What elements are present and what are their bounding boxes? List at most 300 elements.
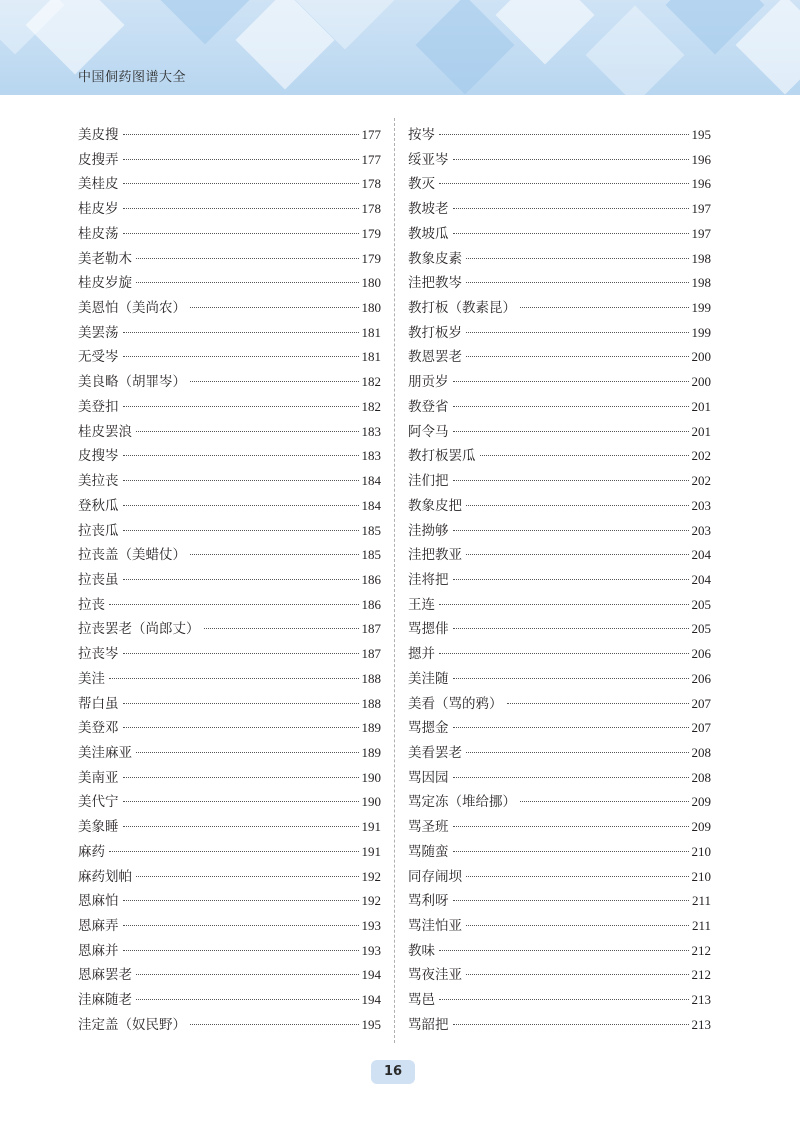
toc-leader-dots [466, 925, 689, 926]
toc-entry-page: 179 [361, 225, 381, 241]
toc-entry-name: 教坡老 [408, 201, 449, 218]
toc-leader-dots [439, 604, 689, 605]
toc-leader-dots [136, 431, 359, 432]
toc-leader-dots [439, 950, 689, 951]
toc-leader-dots [453, 579, 689, 580]
toc-entry-name: 王连 [408, 596, 435, 613]
toc-entry [408, 494, 711, 519]
toc-entry [408, 543, 711, 568]
toc-entry [408, 148, 711, 173]
toc-entry-page: 182 [361, 398, 381, 414]
toc-leader-dots [190, 1024, 359, 1025]
toc-entry-page: 179 [361, 250, 381, 266]
toc-entry [408, 420, 711, 445]
toc-entry-page: 188 [361, 695, 381, 711]
toc-entry-name: 拉丧岑 [78, 646, 119, 663]
toc-leader-dots [136, 974, 359, 975]
toc-entry [408, 271, 711, 296]
toc-entry [408, 963, 711, 988]
toc-leader-dots [520, 307, 689, 308]
toc-entry [408, 370, 711, 395]
toc-entry-name: 骂夜洼亚 [408, 967, 462, 984]
toc-entry-name: 美看罢老 [408, 744, 462, 761]
toc-entry-name: 恩麻罢老 [78, 967, 132, 984]
toc-entry-name: 美象睡 [78, 819, 119, 836]
toc-entry-page: 188 [361, 670, 381, 686]
toc-entry-name: 同存闹坝 [408, 868, 462, 885]
page-number: 16 [371, 1060, 415, 1084]
toc-leader-dots [453, 851, 689, 852]
toc-entry-name: 骂韶把 [408, 1016, 449, 1033]
toc-entry-page: 204 [691, 571, 711, 587]
toc-entry-name: 教打板岁 [408, 324, 462, 341]
toc-entry-name: 美洼随 [408, 670, 449, 687]
toc-entry-page: 186 [361, 596, 381, 612]
toc-entry-name: 骂洼怕亚 [408, 918, 462, 934]
toc-entry [408, 716, 711, 741]
toc-entry-name: 桂皮罢浪 [78, 423, 132, 440]
toc-entry [78, 469, 381, 494]
toc-entry-name: 洼们把 [408, 473, 449, 490]
toc-leader-dots [453, 480, 689, 481]
toc-entry-name: 教恩罢老 [408, 349, 462, 366]
toc-leader-dots [123, 703, 359, 704]
toc-entry [408, 815, 711, 840]
toc-entry [78, 296, 381, 321]
toc-entry [78, 988, 381, 1013]
toc-entry [408, 667, 711, 692]
toc-entry-page: 185 [361, 522, 381, 538]
toc-entry-page: 209 [691, 794, 711, 810]
toc-entry [408, 766, 711, 791]
toc-leader-dots [453, 900, 689, 901]
toc-entry-name: 麻药 [78, 843, 105, 860]
toc-leader-dots [466, 974, 689, 975]
toc-entry-name: 骂利呀 [408, 893, 449, 910]
toc-entry-name: 洼拗够 [408, 522, 449, 539]
toc-leader-dots [123, 900, 359, 901]
toc-entry [408, 321, 711, 346]
toc-entry-page: 208 [691, 769, 711, 785]
toc-leader-dots [453, 431, 689, 432]
toc-leader-dots [123, 505, 359, 506]
toc-entry-name: 教坡瓜 [408, 225, 449, 242]
toc-leader-dots [439, 183, 689, 184]
toc-leader-dots [507, 703, 689, 704]
toc-entry-page: 199 [691, 324, 711, 340]
toc-leader-dots [190, 307, 359, 308]
toc-leader-dots [453, 628, 689, 629]
toc-entry-name: 美拉丧 [78, 473, 119, 490]
toc-entry [408, 123, 711, 148]
toc-entry-name: 登秋瓜 [78, 497, 119, 514]
toc-entry-name: 美登扣 [78, 398, 119, 415]
toc-entry [408, 444, 711, 469]
toc-entry-name: 桂皮岁旋 [78, 275, 132, 292]
toc-entry-page: 182 [361, 374, 381, 390]
toc-leader-dots [136, 752, 359, 753]
toc-entry [408, 840, 711, 865]
toc-leader-dots [453, 777, 689, 778]
toc-entry-page: 207 [691, 695, 711, 711]
toc-entry [78, 889, 381, 914]
toc-entry-page: 194 [361, 992, 381, 1008]
toc-entry [408, 865, 711, 890]
toc-leader-dots [190, 554, 359, 555]
toc-entry-name: 骂摁金 [408, 720, 449, 737]
toc-entry-page: 191 [361, 843, 381, 859]
toc-entry-name: 骂因园 [408, 769, 449, 786]
toc-entry [408, 395, 711, 420]
toc-leader-dots [123, 134, 359, 135]
toc-entry-page: 177 [361, 127, 381, 142]
toc-entry-name: 美代宁 [78, 794, 119, 811]
toc-entry-page: 212 [691, 967, 711, 983]
toc-entry-name: 骂摁俳 [408, 621, 449, 638]
toc-entry-page: 200 [691, 349, 711, 365]
toc-leader-dots [123, 356, 359, 357]
toc-entry-page: 198 [691, 250, 711, 266]
toc-entry-page: 193 [361, 942, 381, 958]
toc-leader-dots [123, 777, 359, 778]
toc-entry-name: 桂皮岁 [78, 201, 119, 218]
toc-entry [408, 519, 711, 544]
toc-leader-dots [520, 801, 689, 802]
toc-leader-dots [123, 925, 359, 926]
toc-leader-dots [453, 530, 689, 531]
toc-entry-page: 189 [361, 720, 381, 736]
toc-entry [78, 1013, 381, 1038]
toc-entry-name: 洼将把 [408, 571, 449, 588]
toc-entry-name: 摁并 [408, 646, 435, 663]
toc-entry-page: 189 [361, 744, 381, 760]
toc-entry-page: 187 [361, 621, 381, 637]
toc-entry-page: 185 [361, 547, 381, 563]
toc-entry-page: 187 [361, 646, 381, 662]
toc-entry [408, 617, 711, 642]
toc-entry [408, 593, 711, 618]
toc-entry [78, 247, 381, 272]
toc-entry-page: 190 [361, 794, 381, 810]
toc-entry [78, 865, 381, 890]
toc-leader-dots [123, 801, 359, 802]
toc-entry-name: 骂邑 [408, 992, 435, 1009]
toc-entry [78, 123, 381, 148]
toc-entry [78, 642, 381, 667]
toc-entry [408, 988, 711, 1013]
toc-leader-dots [123, 159, 359, 160]
toc-leader-dots [466, 258, 689, 259]
toc-leader-dots [466, 554, 689, 555]
toc-entry-name: 皮搜岑 [78, 448, 119, 465]
toc-entry-name: 拉丧罢老（尚郎丈） [78, 621, 200, 638]
toc-leader-dots [123, 233, 359, 234]
toc-entry-page: 199 [691, 300, 711, 316]
toc-entry [408, 741, 711, 766]
toc-entry-page: 177 [361, 151, 381, 167]
toc-entry [78, 568, 381, 593]
toc-entry [408, 197, 711, 222]
toc-entry-name: 无受岑 [78, 349, 119, 366]
toc-entry [78, 914, 381, 939]
toc-entry [78, 790, 381, 815]
toc-entry [78, 840, 381, 865]
toc-leader-dots [123, 183, 359, 184]
toc-entry-page: 206 [691, 670, 711, 686]
toc-entry-name: 骂随蛮 [408, 843, 449, 860]
toc-entry-page: 207 [691, 720, 711, 736]
toc-entry-page: 198 [691, 275, 711, 291]
toc-entry-page: 213 [691, 1016, 711, 1032]
toc-entry [78, 519, 381, 544]
toc-leader-dots [439, 134, 689, 135]
toc-leader-dots [439, 653, 689, 654]
toc-entry-name: 洼把教岑 [408, 275, 462, 292]
toc-leader-dots [453, 826, 689, 827]
toc-entry-name: 美南亚 [78, 769, 119, 786]
toc-entry-page: 206 [691, 646, 711, 662]
toc-entry [78, 815, 381, 840]
toc-leader-dots [453, 381, 689, 382]
column-divider [394, 118, 395, 1043]
toc-entry-name: 朋贡岁 [408, 374, 449, 391]
toc-leader-dots [123, 579, 359, 580]
toc-entry [408, 1013, 711, 1038]
toc-entry [78, 197, 381, 222]
toc-leader-dots [123, 208, 359, 209]
toc-entry-page: 190 [361, 769, 381, 785]
toc-entry-page: 201 [691, 398, 711, 414]
toc-entry-page: 196 [691, 151, 711, 167]
toc-entry-page: 194 [361, 967, 381, 983]
toc-entry [78, 617, 381, 642]
toc-entry-name: 美罢荡 [78, 324, 119, 341]
toc-entry-page: 192 [361, 868, 381, 884]
toc-entry-page: 203 [691, 497, 711, 513]
toc-entry [78, 271, 381, 296]
toc-entry-name: 美桂皮 [78, 176, 119, 193]
toc-entry-page: 200 [691, 374, 711, 390]
toc-leader-dots [453, 208, 689, 209]
toc-entry-name: 美洼 [78, 670, 105, 687]
toc-entry-name: 拉丧虽 [78, 571, 119, 588]
toc-entry [408, 692, 711, 717]
toc-entry-page: 210 [691, 843, 711, 859]
toc-entry-page: 203 [691, 522, 711, 538]
toc-entry-name: 恩麻并 [78, 942, 119, 959]
toc-entry-page: 191 [361, 819, 381, 835]
toc-left-column [78, 123, 381, 1038]
toc-leader-dots [466, 752, 689, 753]
toc-entry [408, 914, 711, 939]
toc-entry [78, 444, 381, 469]
toc-entry [78, 420, 381, 445]
toc-leader-dots [453, 159, 689, 160]
toc-leader-dots [453, 1024, 689, 1025]
toc-entry-name: 拉丧 [78, 596, 105, 613]
header-diamond-decoration [26, 0, 125, 74]
toc-entry-name: 皮搜弄 [78, 151, 119, 168]
toc-entry-page: 204 [691, 547, 711, 563]
toc-entry [78, 766, 381, 791]
toc-entry [408, 247, 711, 272]
toc-entry-name: 恩麻弄 [78, 918, 119, 934]
toc-entry-name: 阿令马 [408, 423, 449, 440]
toc-entry-name: 教象皮把 [408, 497, 462, 514]
toc-entry [408, 568, 711, 593]
toc-entry-page: 211 [691, 893, 711, 909]
toc-leader-dots [136, 876, 359, 877]
toc-entry-name: 教象皮素 [408, 250, 462, 267]
toc-entry-page: 205 [691, 621, 711, 637]
toc-leader-dots [453, 678, 689, 679]
toc-leader-dots [466, 332, 689, 333]
toc-entry [78, 939, 381, 964]
toc-entry [78, 148, 381, 173]
toc-entry-page: 181 [361, 324, 381, 340]
toc-entry [78, 345, 381, 370]
toc-entry-name: 骂圣班 [408, 819, 449, 836]
toc-entry-page: 195 [361, 1016, 381, 1032]
toc-entry-name: 洼定盖（奴民野） [78, 1016, 186, 1033]
toc-leader-dots [453, 406, 689, 407]
toc-leader-dots [136, 282, 359, 283]
toc-entry-name: 美老勒木 [78, 250, 132, 267]
toc-leader-dots [123, 530, 359, 531]
toc-entry-name: 教登省 [408, 398, 449, 415]
toc-entry-name: 拉丧盖（美蜡仗） [78, 547, 186, 564]
toc-entry [408, 172, 711, 197]
toc-entry-name: 绥亚岑 [408, 151, 449, 168]
toc-leader-dots [109, 678, 359, 679]
toc-leader-dots [466, 505, 689, 506]
toc-entry-page: 197 [691, 201, 711, 217]
toc-entry-page: 209 [691, 819, 711, 835]
toc-leader-dots [123, 727, 359, 728]
toc-leader-dots [123, 950, 359, 951]
toc-entry [408, 939, 711, 964]
toc-leader-dots [136, 258, 359, 259]
toc-entry-name: 洼麻随老 [78, 992, 132, 1009]
toc-leader-dots [123, 406, 359, 407]
toc-entry [408, 222, 711, 247]
toc-entry-page: 197 [691, 225, 711, 241]
toc-leader-dots [453, 233, 689, 234]
toc-entry [408, 790, 711, 815]
toc-entry [78, 370, 381, 395]
toc-entry-page: 196 [691, 176, 711, 192]
toc-entry [78, 741, 381, 766]
toc-entry-name: 美皮搜 [78, 127, 119, 143]
toc-entry [408, 889, 711, 914]
toc-entry-name: 教打板罢瓜 [408, 448, 476, 465]
toc-entry-name: 帮白虽 [78, 695, 119, 712]
toc-entry-name: 美良略（胡罪岑） [78, 374, 186, 391]
toc-entry-name: 美洼麻亚 [78, 744, 132, 761]
toc-entry-page: 202 [691, 473, 711, 489]
toc-entry [78, 963, 381, 988]
toc-entry [78, 321, 381, 346]
toc-entry-page: 211 [691, 918, 711, 933]
toc-entry-page: 202 [691, 448, 711, 464]
toc-leader-dots [439, 999, 689, 1000]
toc-entry-name: 麻药划帕 [78, 868, 132, 885]
toc-right-column [408, 123, 711, 1038]
toc-entry-name: 美恩怕（美尚农） [78, 300, 186, 317]
toc-entry [78, 543, 381, 568]
toc-leader-dots [190, 381, 359, 382]
toc-leader-dots [466, 282, 689, 283]
toc-leader-dots [123, 480, 359, 481]
toc-entry-name: 教灭 [408, 176, 435, 193]
toc-entry [408, 345, 711, 370]
toc-entry-page: 183 [361, 423, 381, 439]
toc-entry-page: 184 [361, 497, 381, 513]
toc-entry [78, 395, 381, 420]
toc-entry-page: 192 [361, 893, 381, 909]
toc-leader-dots [466, 356, 689, 357]
toc-entry-name: 教打板（教素昆） [408, 300, 516, 317]
toc-entry-page: 178 [361, 201, 381, 217]
toc-entry-page: 195 [691, 127, 711, 142]
toc-leader-dots [204, 628, 359, 629]
toc-entry-page: 180 [361, 275, 381, 291]
toc-entry-name: 教味 [408, 942, 435, 959]
toc-entry-page: 212 [691, 942, 711, 958]
toc-entry-page: 201 [691, 423, 711, 439]
toc-leader-dots [123, 826, 359, 827]
toc-entry-page: 184 [361, 473, 381, 489]
toc-entry-page: 213 [691, 992, 711, 1008]
toc-entry-page: 210 [691, 868, 711, 884]
toc-leader-dots [136, 999, 359, 1000]
toc-entry [408, 642, 711, 667]
toc-entry-page: 183 [361, 448, 381, 464]
toc-entry-page: 205 [691, 596, 711, 612]
header-diamond-decoration [496, 0, 595, 64]
toc-entry-name: 美登邓 [78, 720, 119, 737]
toc-leader-dots [109, 604, 359, 605]
header-diamond-decoration [586, 6, 685, 95]
toc-entry-page: 181 [361, 349, 381, 365]
toc-entry-name: 恩麻怕 [78, 893, 119, 910]
toc-leader-dots [453, 727, 689, 728]
toc-leader-dots [123, 455, 359, 456]
toc-entry [78, 667, 381, 692]
toc-entry-name: 骂定冻（堆给挪） [408, 794, 516, 811]
toc-entry [78, 593, 381, 618]
toc-entry-page: 208 [691, 744, 711, 760]
toc-entry-name: 桂皮荡 [78, 225, 119, 242]
toc-entry-page: 180 [361, 300, 381, 316]
toc-leader-dots [123, 653, 359, 654]
page-header-banner [0, 0, 800, 95]
toc-entry-name: 洼把教亚 [408, 547, 462, 564]
toc-entry [78, 494, 381, 519]
toc-entry-page: 186 [361, 571, 381, 587]
toc-entry-name: 拉丧瓜 [78, 522, 119, 539]
toc-entry-page: 178 [361, 176, 381, 192]
toc-entry-page: 193 [361, 918, 381, 933]
toc-entry [78, 222, 381, 247]
toc-leader-dots [480, 455, 689, 456]
toc-entry [408, 469, 711, 494]
toc-leader-dots [466, 876, 689, 877]
toc-leader-dots [109, 851, 359, 852]
toc-entry-name: 按岑 [408, 127, 435, 143]
toc-entry [408, 296, 711, 321]
toc-entry [78, 692, 381, 717]
